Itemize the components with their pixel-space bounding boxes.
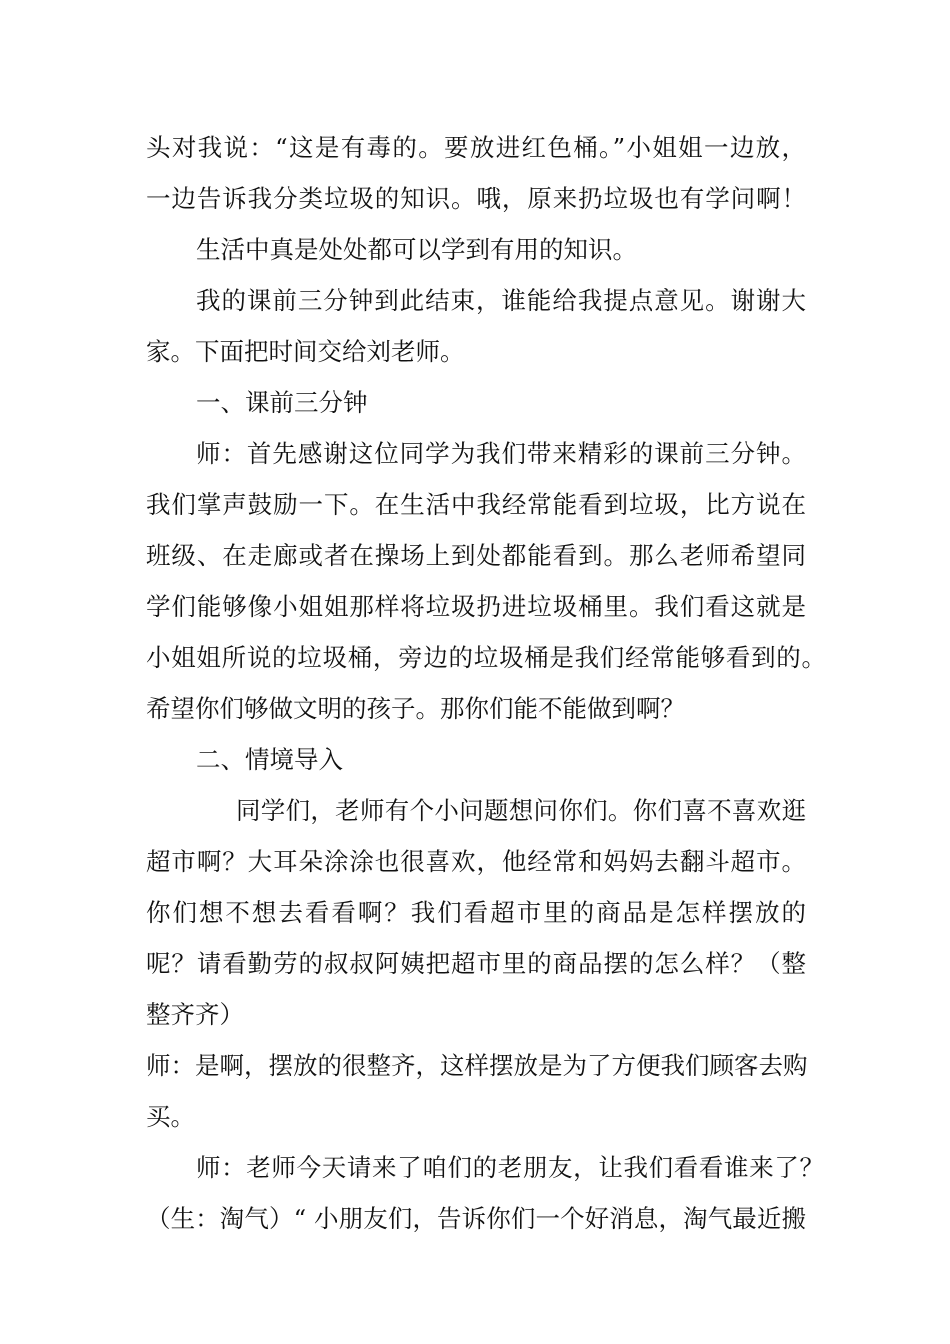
- text-line: 师：老师今天请来了咱们的老朋友，让我们看看谁来了？: [196, 1153, 824, 1182]
- text-line: 师：首先感谢这位同学为我们带来精彩的课前三分钟。: [196, 439, 806, 468]
- text-line: 我们掌声鼓励一下。在生活中我经常能看到垃圾，比方说在: [146, 490, 806, 519]
- text-line: （生：淘气）“ 小朋友们，告诉你们一个好消息，淘气最近搬: [146, 1204, 806, 1233]
- text-line: 家。下面把时间交给刘老师。: [146, 337, 465, 366]
- section-heading: 二、情境导入: [196, 745, 343, 774]
- text-line: 生活中真是处处都可以学到有用的知识。: [196, 235, 637, 264]
- text-line: 希望你们够做文明的孩子。那你们能不能做到啊？: [146, 694, 685, 723]
- text-line: 你们想不想去看看啊？我们看超市里的商品是怎样摆放的: [146, 898, 806, 927]
- section-heading: 一、课前三分钟: [196, 388, 368, 417]
- text-line: 买。: [146, 1102, 195, 1131]
- text-line: 同学们，老师有个小问题想问你们。你们喜不喜欢逛: [236, 796, 806, 825]
- text-line: 整齐齐）: [146, 1000, 244, 1029]
- text-line: 师：是啊，摆放的很整齐，这样摆放是为了方便我们顾客去购: [146, 1051, 808, 1080]
- text-line: 一边告诉我分类垃圾的知识。哦，原来扔垃圾也有学问啊！: [146, 184, 806, 213]
- text-line: 学们能够像小姐姐那样将垃圾扔进垃圾桶里。我们看这就是: [146, 592, 806, 621]
- text-line: 班级、在走廊或者在操场上到处都能看到。那么老师希望同: [146, 541, 806, 570]
- text-line: 呢？请看勤劳的叔叔阿姨把超市里的商品摆的怎么样？（整: [146, 949, 806, 978]
- text-line: 超市啊？大耳朵涂涂也很喜欢，他经常和妈妈去翻斗超市。: [146, 847, 806, 876]
- text-line: 头对我说：“这是有毒的。要放进红色桶。”小姐姐一边放，: [146, 133, 806, 162]
- text-line: 我的课前三分钟到此结束，谁能给我提点意见。谢谢大: [196, 286, 806, 315]
- text-line: 小姐姐所说的垃圾桶，旁边的垃圾桶是我们经常能够看到的。: [146, 643, 826, 672]
